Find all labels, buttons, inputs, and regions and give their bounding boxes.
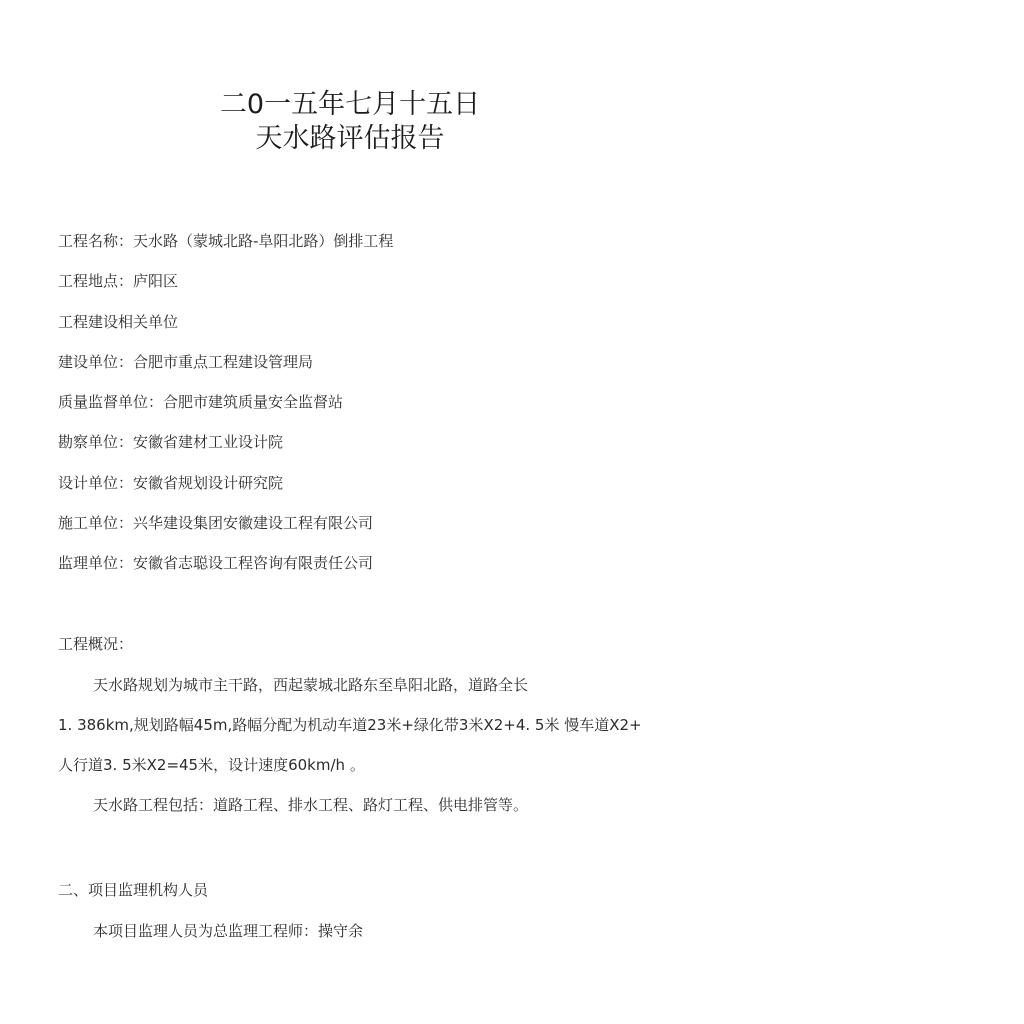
supervisor-unit: 监理单位：安徽省志聪设工程咨询有限责任公司: [58, 554, 374, 572]
builder-unit: 施工单位：兴华建设集团安徽建设工程有限公司: [58, 514, 374, 532]
construction-unit: 建设单位：合肥市重点工程建设管理局: [58, 353, 314, 371]
section2-paragraph: 本项目监理人员为总监理工程师：操守余: [93, 922, 364, 940]
survey-unit: 勘察单位：安徽省建材工业设计院: [58, 433, 284, 451]
overview-scope-paragraph: 天水路工程包括：道路工程、排水工程、路灯工程、供电排管等。: [93, 796, 529, 814]
related-units-heading: 工程建设相关单位: [58, 313, 179, 331]
title-block: [190, 88, 510, 156]
section2-heading: 二、项目监理机构人员: [58, 881, 209, 899]
design-unit: 设计单位：安徽省规划设计研究院: [58, 474, 284, 492]
overview-paragraph-line: 天水路规划为城市主干路，西起蒙城北路东至阜阳北路，道路全长: [93, 676, 529, 694]
overview-heading: 工程概况：: [58, 635, 134, 653]
project-name: 工程名称：天水路（蒙城北路-阜阳北路）倒排工程: [58, 232, 394, 250]
report-title: 天水路评估报告: [255, 123, 445, 154]
overview-paragraph-line: 人行道3. 5米X2=45米，设计速度60km/h 。: [58, 756, 365, 774]
report-date: 二0一五年七月十五日: [219, 89, 481, 120]
quality-supervision-unit: 质量监督单位：合肥市建筑质量安全监督站: [58, 393, 344, 411]
overview-paragraph-line: 1. 386km,规划路幅45m,路幅分配为机动车道23米+绿化带3米X2+4. 5米 慢车道X2+: [58, 716, 642, 734]
project-location: 工程地点：庐阳区: [58, 272, 179, 290]
